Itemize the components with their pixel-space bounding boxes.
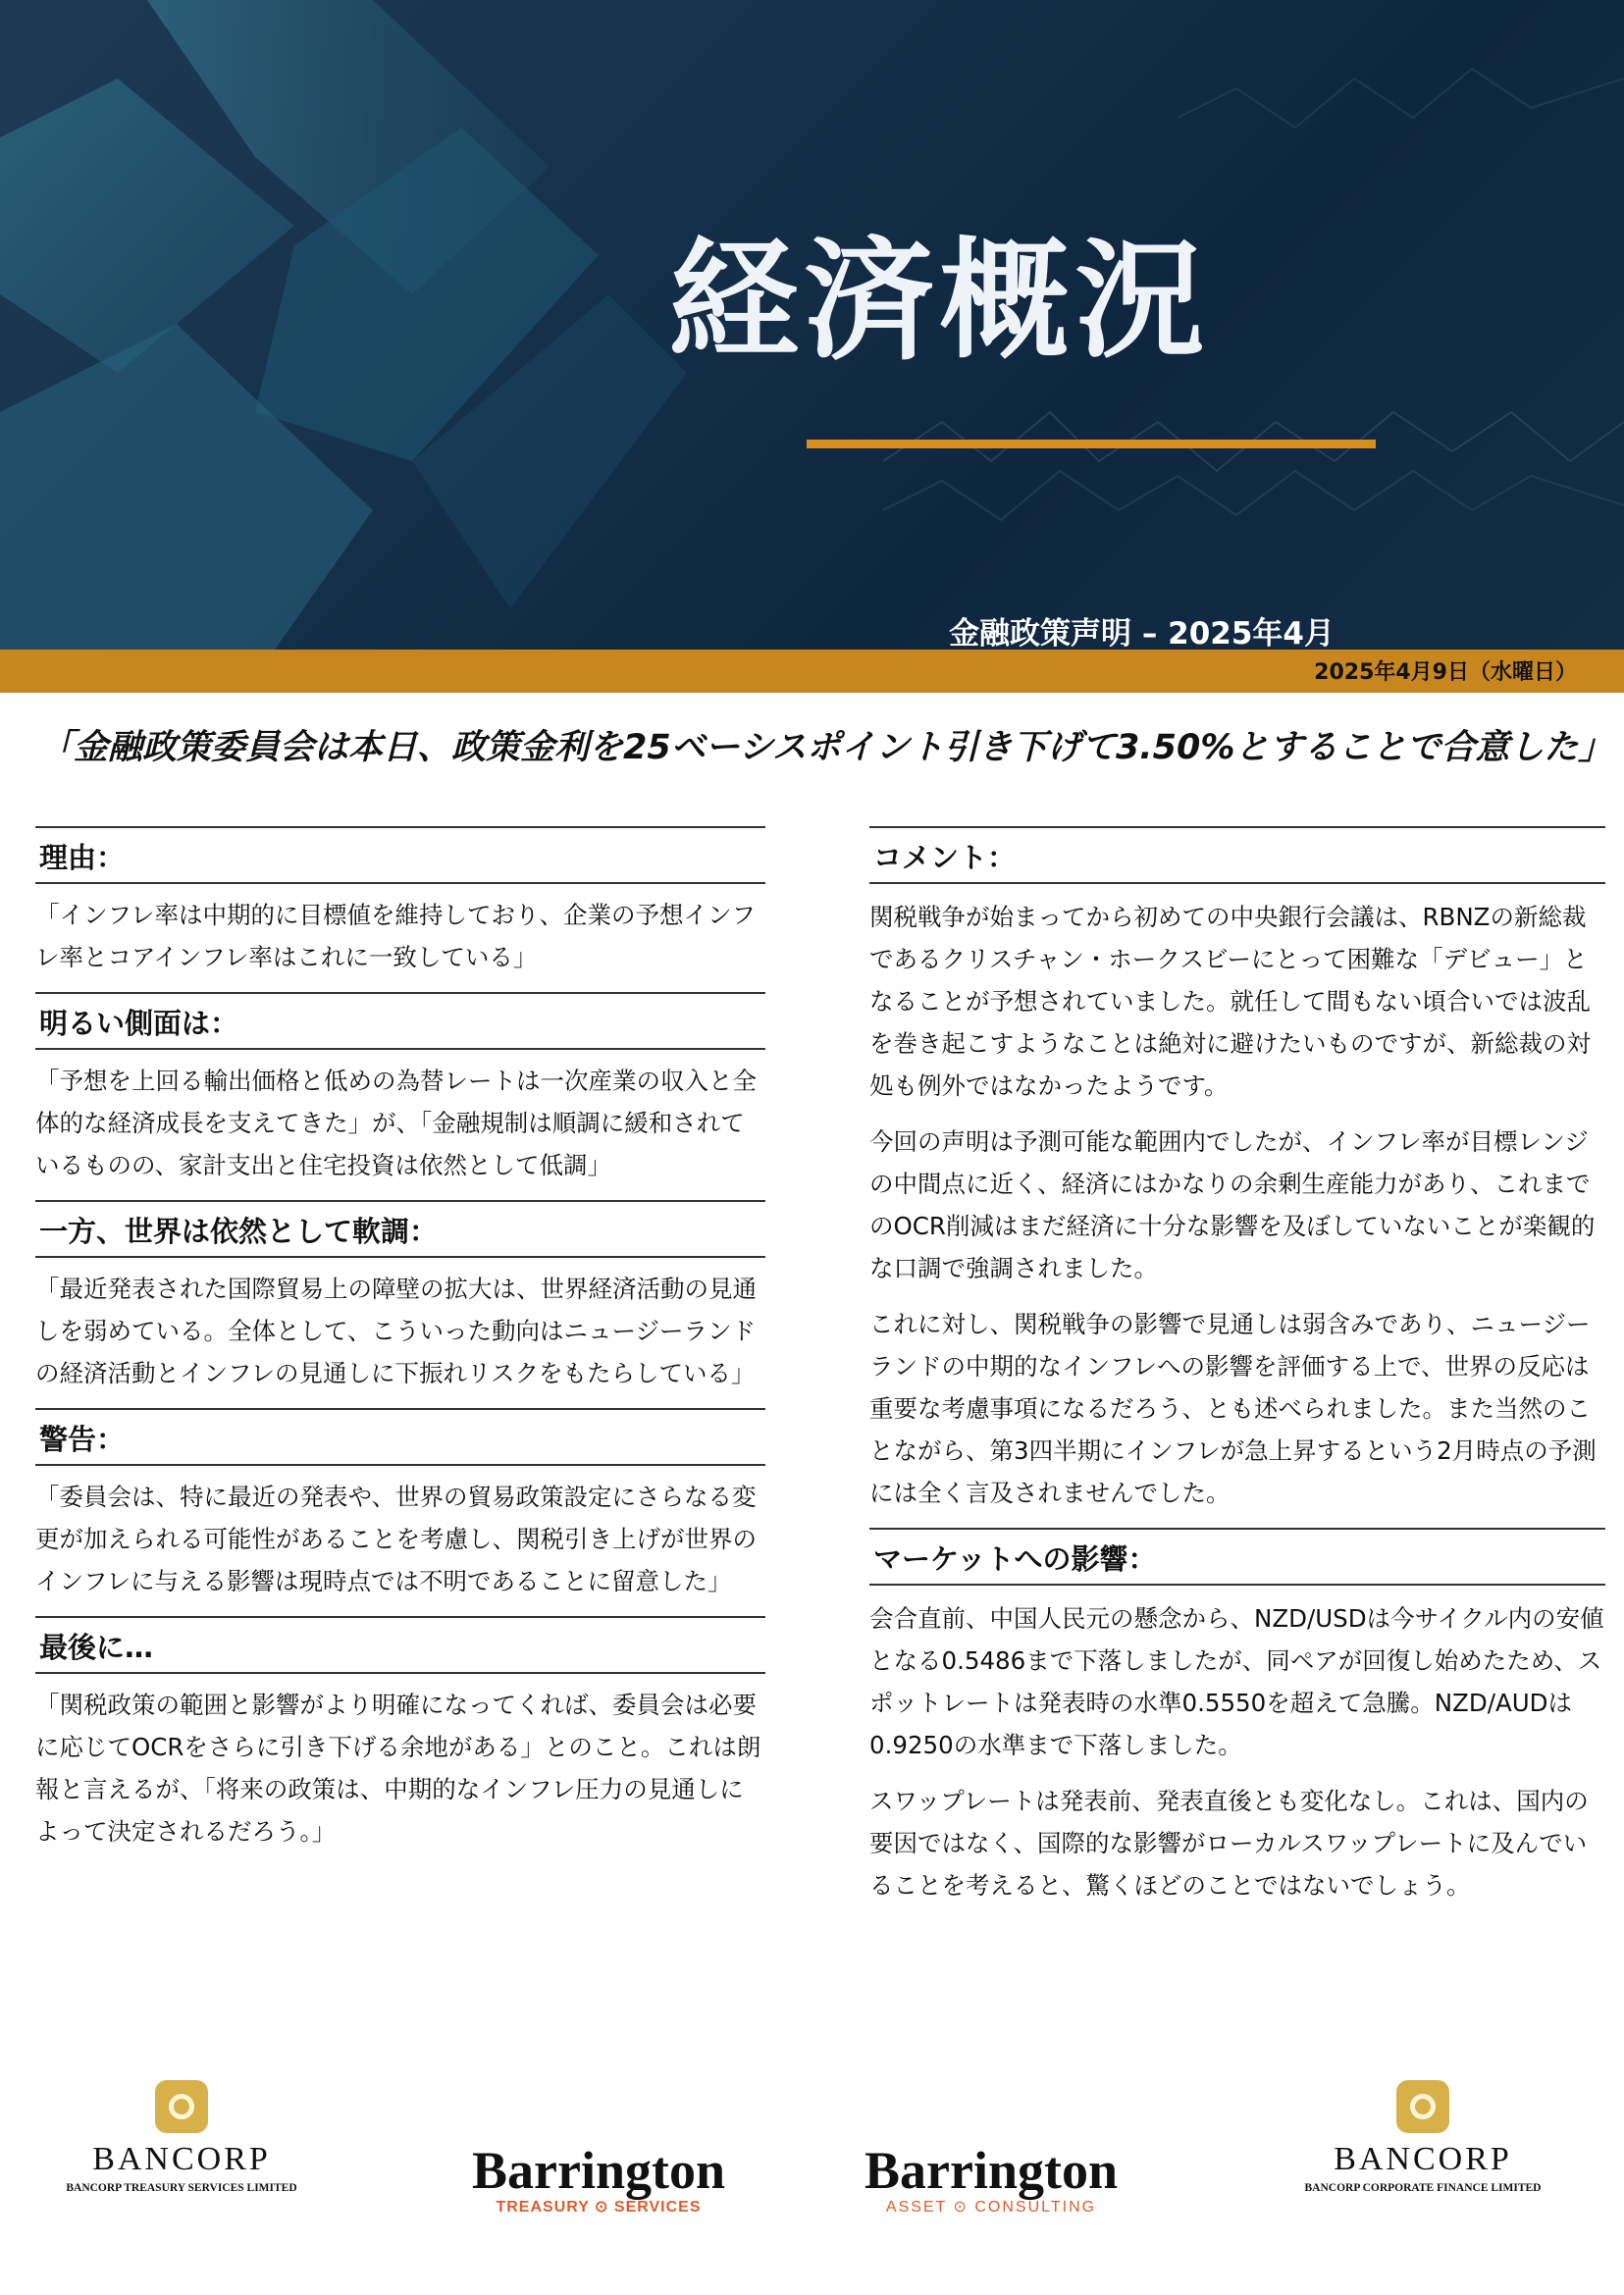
footer-logos	[0, 2080, 1624, 2227]
logo-subtitle: ASSET ⊙ CONSULTING	[885, 2199, 1097, 2216]
bancorp-emblem-icon	[1396, 2080, 1449, 2133]
barrington-treasury-logo	[451, 2141, 746, 2217]
section-text: 「インフレ率は中期的に目標値を維持しており、企業の予想インフレ率とコアインフレ率はこれに一致している」	[35, 901, 757, 971]
section-market-impact	[869, 1528, 1605, 1906]
hero-banner	[0, 0, 1624, 650]
section-text: 「委員会は、特に最近の発表や、世界の貿易政策設定にさらなる変更が加えられる可能性があることを考慮し、関税引き上げが世界のインフレに与える影響は現時点では不明であることに留意した」	[35, 1483, 757, 1595]
page-title: 経済概況	[668, 226, 1211, 377]
report-date: 2025年4月9日（水曜日）	[1314, 660, 1577, 685]
bancorp-corporate-logo	[1295, 2080, 1550, 2194]
logo-wordmark: Barrington	[471, 2141, 725, 2200]
section-paragraph: 会合直前、中国人民元の懸念から、NZD/USDは今サイクル内の安値となる0.5486まで下落しましたが、同ペアが回復し始めたため、スポットレートは発表時の水準0.5550を超えて急騰。NZD/AUDは0.9250の水準まで下落しました。	[869, 1604, 1604, 1759]
bancorp-treasury-logo	[59, 2080, 304, 2194]
logo-subtitle: BANCORP CORPORATE FINANCE LIMITED	[1304, 2182, 1542, 2194]
section-text: 「最近発表された国際貿易上の障壁の拡大は、世界経済活動の見通しを弱めている。全体として、こういった動向はニュージーランドの経済活動とインフレの見通しに下振れリスクをもたらしている」	[35, 1275, 757, 1387]
section-text: 「関税政策の範囲と影響がより明確になってくれば、委員会は必要に応じてOCRをさらに引き下げる余地がある」とのこと。これは朗報と言えるが、「将来の政策は、中期的なインフレ圧力の見通しによって決定されるだろう。」	[35, 1691, 761, 1846]
section-text: 「予想を上回る輸出価格と低めの為替レートは一次産業の収入と全体的な経済成長を支えてきた」が、「金融規制は順調に緩和されているものの、家計支出と住宅投資は依然として低調」	[35, 1067, 757, 1179]
left-column	[35, 826, 765, 1866]
barrington-asset-logo	[844, 2141, 1138, 2217]
section-heading: 理由：	[35, 826, 765, 884]
logo-wordmark: BANCORP	[1334, 2141, 1512, 2177]
section-reason	[35, 826, 765, 978]
report-subtitle: 金融政策声明 – 2025年4月	[949, 616, 1335, 650]
section-bright-side	[35, 992, 765, 1186]
section-paragraph: 関税戦争が始まってから初めての中央銀行会議は、RBNZの新総裁であるクリスチャン・ホークスビーにとって困難な「デビュー」となることが予想されていました。就任して間もない頃合いでは波乱を巻き起こすようなことは絶対に避けたいものですが、新総裁の対処も例外ではなかったようです。	[869, 903, 1591, 1100]
headline-quote: 「金融政策委員会は本日、政策金利を25ベーシスポイント引き下げて3.50%とすることで合意した」	[39, 728, 1613, 767]
logo-subtitle: BANCORP TREASURY SERVICES LIMITED	[66, 2182, 297, 2194]
section-warning	[35, 1408, 765, 1602]
section-heading: コメント：	[869, 826, 1605, 884]
title-underline	[807, 440, 1376, 448]
section-heading: 最後に…	[35, 1616, 765, 1674]
bancorp-emblem-icon	[155, 2080, 208, 2133]
section-global-weak	[35, 1200, 765, 1394]
section-paragraph: スワップレートは発表前、発表直後とも変化なし。これは、国内の要因ではなく、国際的な影響がローカルスワップレートに及んでいることを考えると、驚くほどのことではないでしょう。	[869, 1787, 1589, 1900]
date-band	[0, 650, 1624, 693]
section-heading: マーケットへの影響：	[869, 1528, 1605, 1586]
logo-wordmark: Barrington	[864, 2141, 1118, 2200]
section-heading: 明るい側面は：	[35, 992, 765, 1050]
section-finally	[35, 1616, 765, 1852]
section-paragraph: これに対し、関税戦争の影響で見通しは弱含みであり、ニュージーランドの中期的なインフレへの影響を評価する上で、世界の反応は重要な考慮事項になるだろう、とも述べられました。また当然のことながら、第3四半期にインフレが急上昇するという2月時点の予測には全く言及されませんでした。	[869, 1310, 1597, 1507]
right-column	[869, 826, 1605, 1920]
logo-subtitle: TREASURY ⊙ SERVICES	[496, 2199, 702, 2216]
section-heading: 一方、世界は依然として軟調：	[35, 1200, 765, 1258]
section-comment	[869, 826, 1605, 1514]
logo-wordmark: BANCORP	[92, 2141, 271, 2177]
section-heading: 警告：	[35, 1408, 765, 1466]
section-paragraph: 今回の声明は予測可能な範囲内でしたが、インフレ率が目標レンジの中間点に近く、経済にはかなりの余剰生産能力があり、これまでのOCR削減はまだ経済に十分な影響を及ぼしていないことが楽観的な口調で強調されました。	[869, 1127, 1596, 1282]
